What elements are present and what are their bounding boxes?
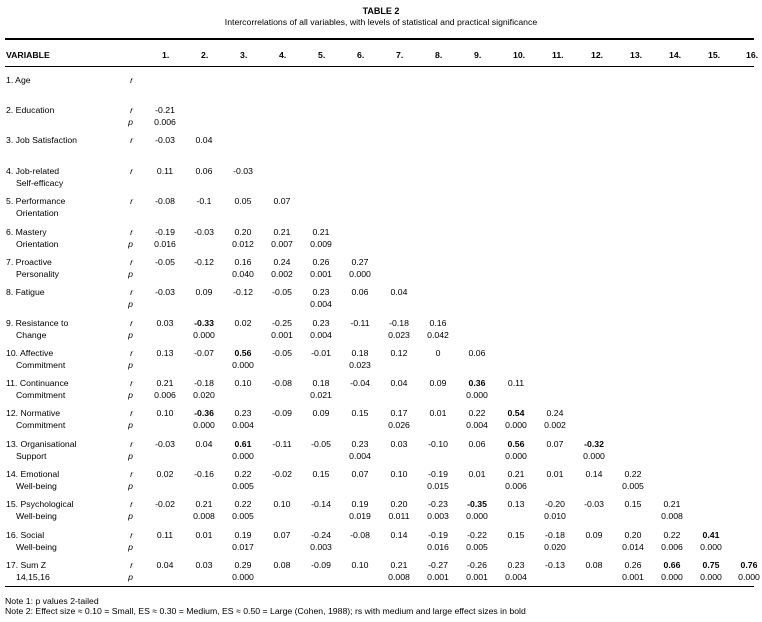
r-value: -0.18 [194,378,214,388]
r-value: 0.07 [273,530,291,540]
stat-label-r: r [130,499,133,509]
row-label: 3. Job Satisfaction [6,135,77,145]
row-label-continued: Personality [16,269,59,279]
p-value: 0.004 [310,330,332,340]
stat-label-r: r [130,196,133,206]
row-label: 11. Continuance [6,378,69,388]
r-value: -0.19 [155,227,175,237]
p-value: 0.017 [232,542,254,552]
r-value: -0.10 [428,439,448,449]
r-value: 0.10 [234,378,252,388]
column-header: 3. [240,50,248,60]
p-value: 0.023 [349,360,371,370]
p-value: 0.004 [505,572,527,582]
p-value: 0.001 [466,572,488,582]
r-value: -0.11 [350,318,370,328]
r-value: -0.02 [272,469,292,479]
r-value: -0.12 [194,257,214,267]
p-value: 0.000 [466,390,488,400]
row-label: 4. Job-related [6,166,60,176]
p-value: 0.011 [388,511,410,521]
r-value: -0.08 [155,196,175,206]
r-value: 0.20 [390,499,408,509]
r-value: 0.04 [156,560,174,570]
r-value: 0.10 [156,408,174,418]
r-value: 0.04 [195,439,213,449]
variable-header: VARIABLE [6,50,50,60]
column-header: 14. [669,50,682,60]
r-value: 0.36 [468,378,486,388]
p-value: 0.001 [622,572,644,582]
row-label: 8. Fatigue [6,287,45,297]
r-value: -0.09 [272,408,292,418]
column-header: 6. [357,50,365,60]
r-value: 0.10 [273,499,291,509]
r-value: -0.08 [350,530,370,540]
stat-label-p: p [128,420,133,430]
p-value: 0.005 [232,511,254,521]
column-header: 12. [591,50,604,60]
r-value: 0.01 [546,469,564,479]
stat-label-r: r [130,105,133,115]
r-value: 0.18 [312,378,330,388]
r-value: 0.41 [702,530,720,540]
p-value: 0.000 [466,511,488,521]
r-value: 0.19 [351,499,369,509]
p-value: 0.001 [427,572,449,582]
column-header: 13. [630,50,643,60]
row-label-continued: Change [16,330,47,340]
r-value: 0.07 [351,469,369,479]
stat-label-r: r [130,75,133,85]
p-value: 0.005 [466,542,488,552]
r-value: 0.22 [624,469,642,479]
r-value: 0.23 [312,318,330,328]
r-value: 0.01 [429,408,447,418]
r-value: 0.61 [234,439,252,449]
r-value: -0.18 [389,318,409,328]
row-label: 7. Proactive [6,257,52,267]
stat-label-p: p [128,360,133,370]
r-value: 0.24 [546,408,564,418]
p-value: 0.004 [232,420,254,430]
r-value: 0.16 [429,318,447,328]
column-header: 1. [162,50,170,60]
r-value: 0.22 [234,469,252,479]
r-value: 0.56 [234,348,252,358]
r-value: 0.04 [390,378,408,388]
p-value: 0.014 [622,542,644,552]
r-value: -0.07 [194,348,214,358]
row-label-continued: Commitment [16,420,66,430]
p-value: 0.000 [232,451,254,461]
row-label: 1. Age [6,75,31,85]
p-value: 0.005 [232,481,254,491]
r-value: -0.19 [428,469,448,479]
stat-label-p: p [128,572,133,582]
row-label-continued: Well-being [16,511,57,521]
r-value: 0.22 [234,499,252,509]
r-value: -0.03 [233,166,253,176]
r-value: 0.06 [351,287,369,297]
row-label-continued: Self-efficacy [16,178,64,188]
row-label-continued: Orientation [16,208,59,218]
p-value: 0.016 [427,542,449,552]
column-header: 2. [201,50,209,60]
p-value: 0.004 [466,420,488,430]
p-value: 0.001 [271,330,293,340]
r-value: -0.05 [272,348,292,358]
r-value: -0.03 [155,135,175,145]
p-value: 0.005 [622,481,644,491]
r-value: 0.04 [390,287,408,297]
r-value: 0.08 [273,560,291,570]
stat-label-r: r [130,560,133,570]
stat-label-r: r [130,378,133,388]
p-value: 0.000 [738,572,760,582]
r-value: -0.33 [194,318,214,328]
row-label: 15. Psychological [6,499,74,509]
column-header: 10. [513,50,526,60]
r-value: 0.11 [156,166,174,176]
p-value: 0.008 [661,511,683,521]
r-value: -0.24 [311,530,331,540]
row-label-continued: Well-being [16,542,57,552]
p-value: 0.007 [271,239,293,249]
p-value: 0.023 [388,330,410,340]
r-value: -0.08 [272,378,292,388]
p-value: 0.006 [154,117,176,127]
r-value: 0.13 [507,499,525,509]
row-label: 17. Sum Z [6,560,47,570]
stat-label-p: p [128,481,133,491]
column-header: 9. [474,50,482,60]
r-value: 0.06 [468,439,486,449]
r-value: -0.03 [584,499,604,509]
r-value: -0.20 [545,499,565,509]
r-value: 0.15 [351,408,369,418]
r-value: 0.09 [195,287,213,297]
r-value: 0.54 [507,408,525,418]
row-label: 13. Organisational [6,439,77,449]
p-value: 0.042 [427,330,449,340]
r-value: 0.09 [585,530,603,540]
r-value: 0.15 [624,499,642,509]
r-value: -0.27 [428,560,448,570]
r-value: 0.66 [663,560,681,570]
column-header: 16. [746,50,759,60]
table-subtitle: Intercorrelations of all variables, with levels of statistical and practical significance [224,17,538,27]
column-header: 15. [708,50,721,60]
r-value: 0.08 [585,560,603,570]
r-value: 0.09 [429,378,447,388]
p-value: 0.000 [232,572,254,582]
header-rule [5,66,754,67]
r-value: 0.01 [195,530,213,540]
stat-label-r: r [130,257,133,267]
p-value: 0.000 [505,420,527,430]
p-value: 0.003 [427,511,449,521]
r-value: -0.05 [155,257,175,267]
r-value: -0.05 [272,287,292,297]
r-value: 0.15 [312,469,330,479]
row-label: 5. Performance [6,196,66,206]
column-header: 11. [552,50,564,60]
p-value: 0.002 [544,420,566,430]
p-value: 0.000 [193,330,215,340]
r-value: -0.21 [155,105,175,115]
r-value: -0.22 [467,530,487,540]
r-value: -0.16 [194,469,214,479]
r-value: 0.22 [468,408,486,418]
note-1: Note 1: p values 2-tailed [5,596,99,606]
stat-label-r: r [130,318,133,328]
r-value: 0.21 [390,560,408,570]
r-value: -0.18 [545,530,565,540]
p-value: 0.003 [310,542,332,552]
stat-label-r: r [130,287,133,297]
stat-label-p: p [128,330,133,340]
r-value: 0 [435,348,441,358]
row-label-continued: Well-being [16,481,57,491]
r-value: -0.25 [272,318,292,328]
r-value: 0.18 [351,348,369,358]
r-value: 0.01 [468,469,486,479]
row-label-continued: Orientation [16,239,59,249]
p-value: 0.026 [388,420,410,430]
r-value: -0.35 [467,499,487,509]
r-value: 0.23 [351,439,369,449]
p-value: 0.000 [349,269,371,279]
r-value: 0.76 [740,560,758,570]
r-value: 0.21 [156,378,174,388]
column-header: 7. [396,50,404,60]
r-value: -0.13 [545,560,565,570]
p-value: 0.008 [193,511,215,521]
stat-label-p: p [128,239,133,249]
p-value: 0.021 [310,390,332,400]
stat-label-r: r [130,439,133,449]
column-header: 8. [435,50,443,60]
p-value: 0.000 [193,420,215,430]
stat-label-p: p [128,269,133,279]
r-value: 0.27 [351,257,369,267]
p-value: 0.000 [700,572,722,582]
r-value: 0.02 [156,469,174,479]
stat-label-r: r [130,408,133,418]
r-value: -0.14 [311,499,331,509]
p-value: 0.008 [388,572,410,582]
r-value: 0.24 [273,257,291,267]
stat-label-r: r [130,348,133,358]
r-value: 0.20 [234,227,252,237]
r-value: 0.02 [234,318,252,328]
stat-label-p: p [128,117,133,127]
p-value: 0.010 [544,511,566,521]
r-value: 0.14 [390,530,408,540]
p-value: 0.016 [154,239,176,249]
stat-label-p: p [128,299,133,309]
r-value: -0.36 [194,408,214,418]
p-value: 0.015 [427,481,449,491]
r-value: 0.56 [507,439,525,449]
r-value: 0.07 [546,439,564,449]
row-label-continued: Commitment [16,390,66,400]
r-value: 0.17 [390,408,408,418]
r-value: 0.23 [234,408,252,418]
r-value: 0.19 [234,530,252,540]
row-label: 14. Emotional [6,469,60,479]
bottom-rule [5,586,754,587]
r-value: -0.02 [155,499,175,509]
r-value: -0.05 [311,439,331,449]
r-value: 0.22 [663,530,681,540]
p-value: 0.006 [505,481,527,491]
p-value: 0.019 [349,511,371,521]
r-value: 0.15 [507,530,525,540]
r-value: 0.75 [702,560,720,570]
stat-label-r: r [130,166,133,176]
r-value: 0.09 [312,408,330,418]
r-value: 0.07 [273,196,291,206]
p-value: 0.000 [232,360,254,370]
row-label-continued: Commitment [16,360,66,370]
r-value: 0.26 [624,560,642,570]
p-value: 0.000 [583,451,605,461]
r-value: -0.01 [311,348,331,358]
r-value: 0.06 [468,348,486,358]
r-value: 0.03 [195,560,213,570]
stat-label-p: p [128,511,133,521]
r-value: -0.32 [584,439,604,449]
r-value: 0.23 [312,287,330,297]
r-value: -0.23 [428,499,448,509]
r-value: 0.26 [312,257,330,267]
r-value: 0.12 [390,348,408,358]
r-value: -0.03 [155,439,175,449]
row-label-continued: Support [16,451,47,461]
row-label: 12. Normative [6,408,61,418]
r-value: -0.19 [428,530,448,540]
r-value: -0.1 [196,196,212,206]
stat-label-r: r [130,530,133,540]
row-label: 2. Education [6,105,55,115]
r-value: 0.21 [507,469,525,479]
r-value: 0.03 [390,439,408,449]
r-value: 0.03 [156,318,174,328]
p-value: 0.020 [193,390,215,400]
r-value: -0.04 [350,378,370,388]
top-rule [5,38,754,40]
row-label: 10. Affective [6,348,54,358]
p-value: 0.020 [544,542,566,552]
p-value: 0.006 [154,390,176,400]
r-value: 0.06 [195,166,213,176]
p-value: 0.006 [661,542,683,552]
table-title: TABLE 2 [362,6,400,16]
r-value: 0.21 [663,499,681,509]
r-value: 0.21 [312,227,330,237]
p-value: 0.000 [505,451,527,461]
p-value: 0.000 [661,572,683,582]
row-label: 16. Social [6,530,45,540]
r-value: -0.11 [272,439,292,449]
p-value: 0.040 [232,269,254,279]
r-value: -0.09 [311,560,331,570]
r-value: 0.23 [507,560,525,570]
r-value: 0.05 [234,196,252,206]
r-value: 0.10 [390,469,408,479]
r-value: 0.13 [156,348,174,358]
p-value: 0.000 [700,542,722,552]
r-value: -0.03 [155,287,175,297]
stat-label-p: p [128,451,133,461]
r-value: 0.11 [507,378,525,388]
r-value: -0.12 [233,287,253,297]
r-value: 0.21 [273,227,291,237]
column-header: 4. [279,50,287,60]
stat-label-p: p [128,390,133,400]
column-header: 5. [318,50,326,60]
stat-label-r: r [130,135,133,145]
p-value: 0.004 [310,299,332,309]
r-value: 0.10 [351,560,369,570]
stat-label-r: r [130,227,133,237]
r-value: -0.26 [467,560,487,570]
r-value: 0.29 [234,560,252,570]
r-value: 0.21 [195,499,213,509]
stat-label-p: p [128,542,133,552]
p-value: 0.004 [349,451,371,461]
r-value: 0.20 [624,530,642,540]
row-label-continued: 14,15,16 [16,572,50,582]
r-value: 0.16 [234,257,252,267]
p-value: 0.002 [271,269,293,279]
r-value: -0.03 [194,227,214,237]
row-label: 9. Resistance to [6,318,69,328]
p-value: 0.001 [310,269,332,279]
row-label: 6. Mastery [6,227,47,237]
stat-label-r: r [130,469,133,479]
r-value: 0.14 [585,469,603,479]
r-value: 0.11 [156,530,174,540]
p-value: 0.012 [232,239,254,249]
note-2: Note 2: Effect size ≈ 0.10 = Small, ES ≈ 0.30 = Medium, ES ≈ 0.50 = Large (Cohen, 1988); rs with medium and large effect sizes in bold [5,606,526,616]
p-value: 0.009 [310,239,332,249]
r-value: 0.04 [195,135,213,145]
